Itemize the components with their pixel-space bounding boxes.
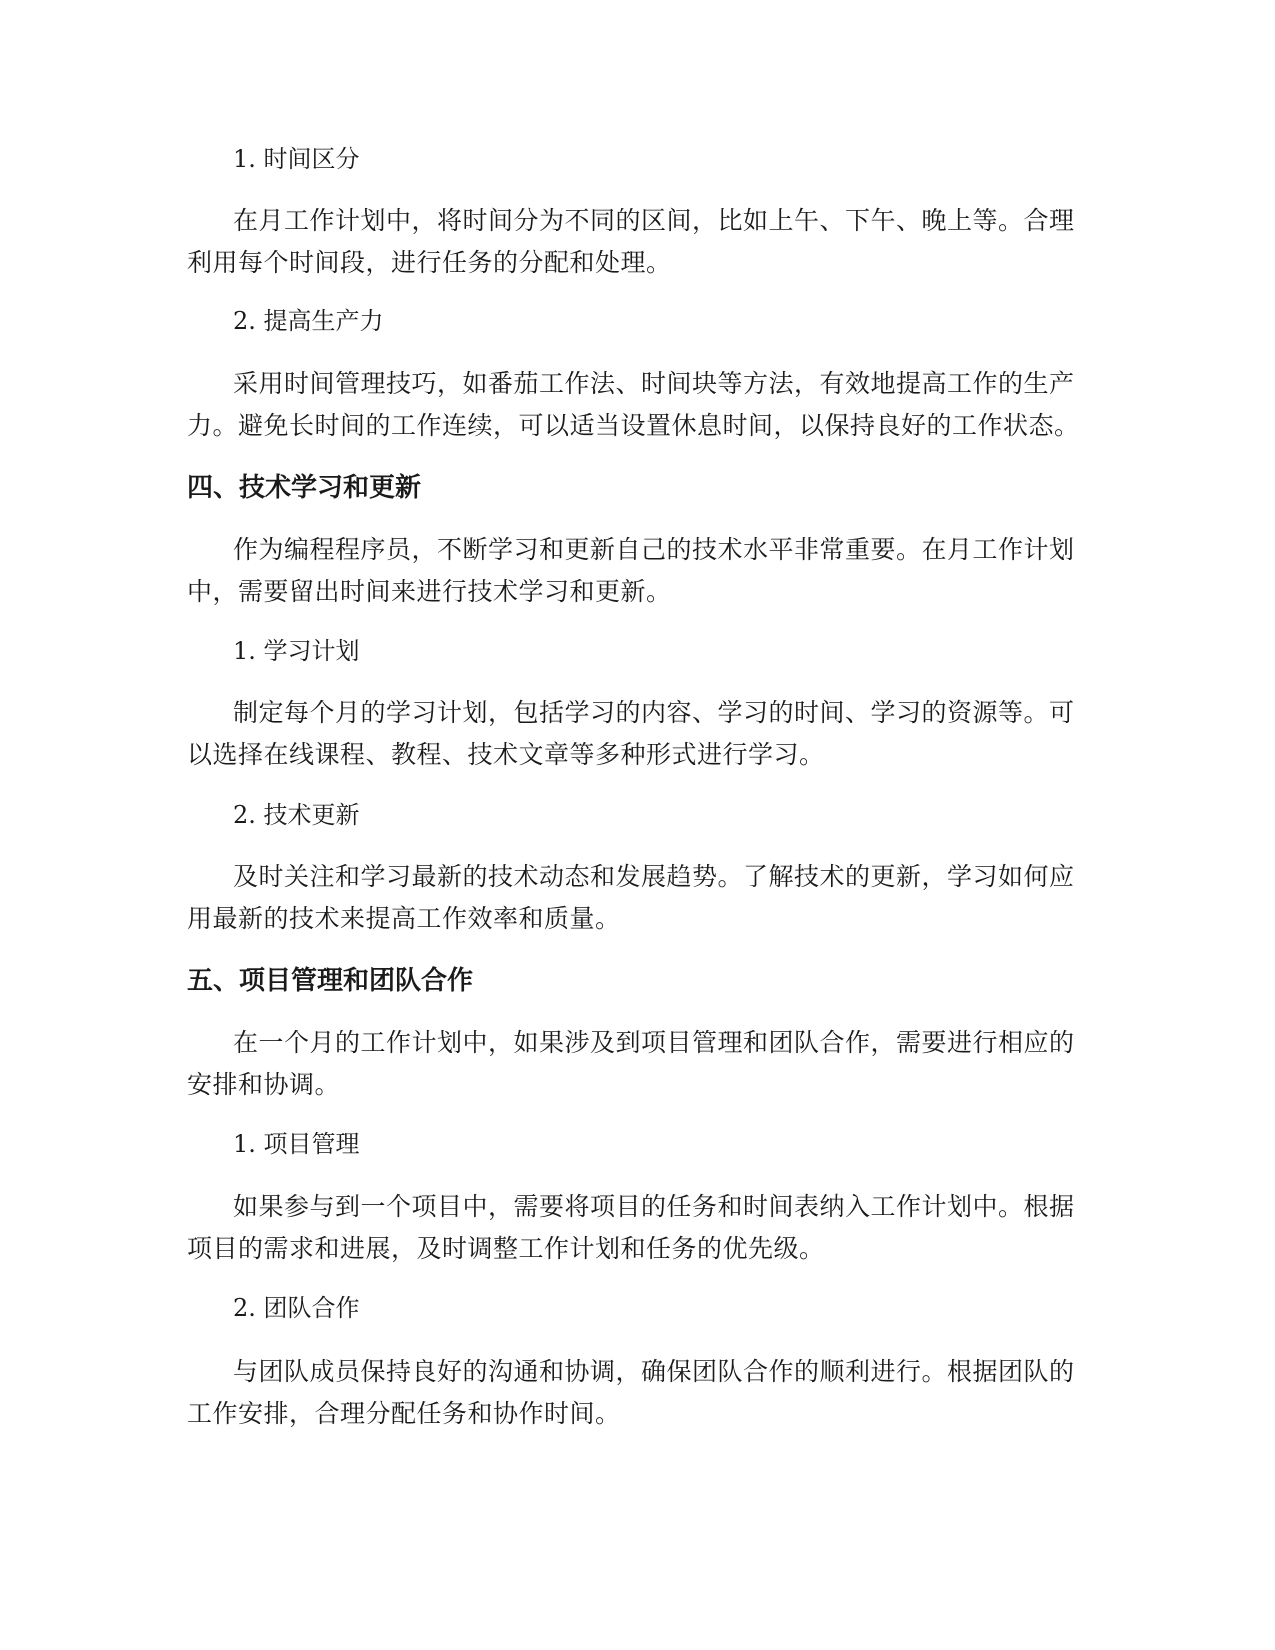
subsection-teamwork: 2. 团队合作 (233, 1294, 360, 1322)
paragraph-productivity: 采用时间管理技巧，如番茄工作法、时间块等方法，有效地提高工作的生产力。避免长时间的工作连续，可以适当设置休息时间，以保持良好的工作状态。 (187, 369, 1080, 440)
section-heading-project-team: 五、项目管理和团队合作 (187, 966, 474, 996)
paragraph-tech-learning-intro: 作为编程程序员，不断学习和更新自己的技术水平非常重要。在月工作计划中，需要留出时间来进行技术学习和更新。 (187, 535, 1075, 606)
paragraph-teamwork: 与团队成员保持良好的沟通和协调，确保团队合作的顺利进行。根据团队的工作安排，合理分配任务和协作时间。 (187, 1357, 1075, 1428)
subsection-project-management: 1. 项目管理 (233, 1130, 360, 1158)
section-heading-tech-learning: 四、技术学习和更新 (187, 473, 422, 503)
paragraph-project-management: 如果参与到一个项目中，需要将项目的任务和时间表纳入工作计划中。根据项目的需求和进展，及时调整工作计划和任务的优先级。 (187, 1192, 1075, 1263)
subsection-tech-update: 2. 技术更新 (233, 801, 360, 829)
paragraph-project-team-intro: 在一个月的工作计划中，如果涉及到项目管理和团队合作，需要进行相应的安排和协调。 (187, 1028, 1075, 1099)
paragraph-time-division: 在月工作计划中，将时间分为不同的区间，比如上午、下午、晚上等。合理利用每个时间段，进行任务的分配和处理。 (187, 206, 1075, 277)
paragraph-learning-plan: 制定每个月的学习计划，包括学习的内容、学习的时间、学习的资源等。可以选择在线课程、教程、技术文章等多种形式进行学习。 (187, 698, 1075, 769)
paragraph-tech-update: 及时关注和学习最新的技术动态和发展趋势。了解技术的更新，学习如何应用最新的技术来提高工作效率和质量。 (187, 862, 1075, 933)
subsection-learning-plan: 1. 学习计划 (233, 637, 360, 665)
subsection-time-division: 1. 时间区分 (233, 145, 360, 173)
subsection-productivity: 2. 提高生产力 (233, 307, 384, 335)
